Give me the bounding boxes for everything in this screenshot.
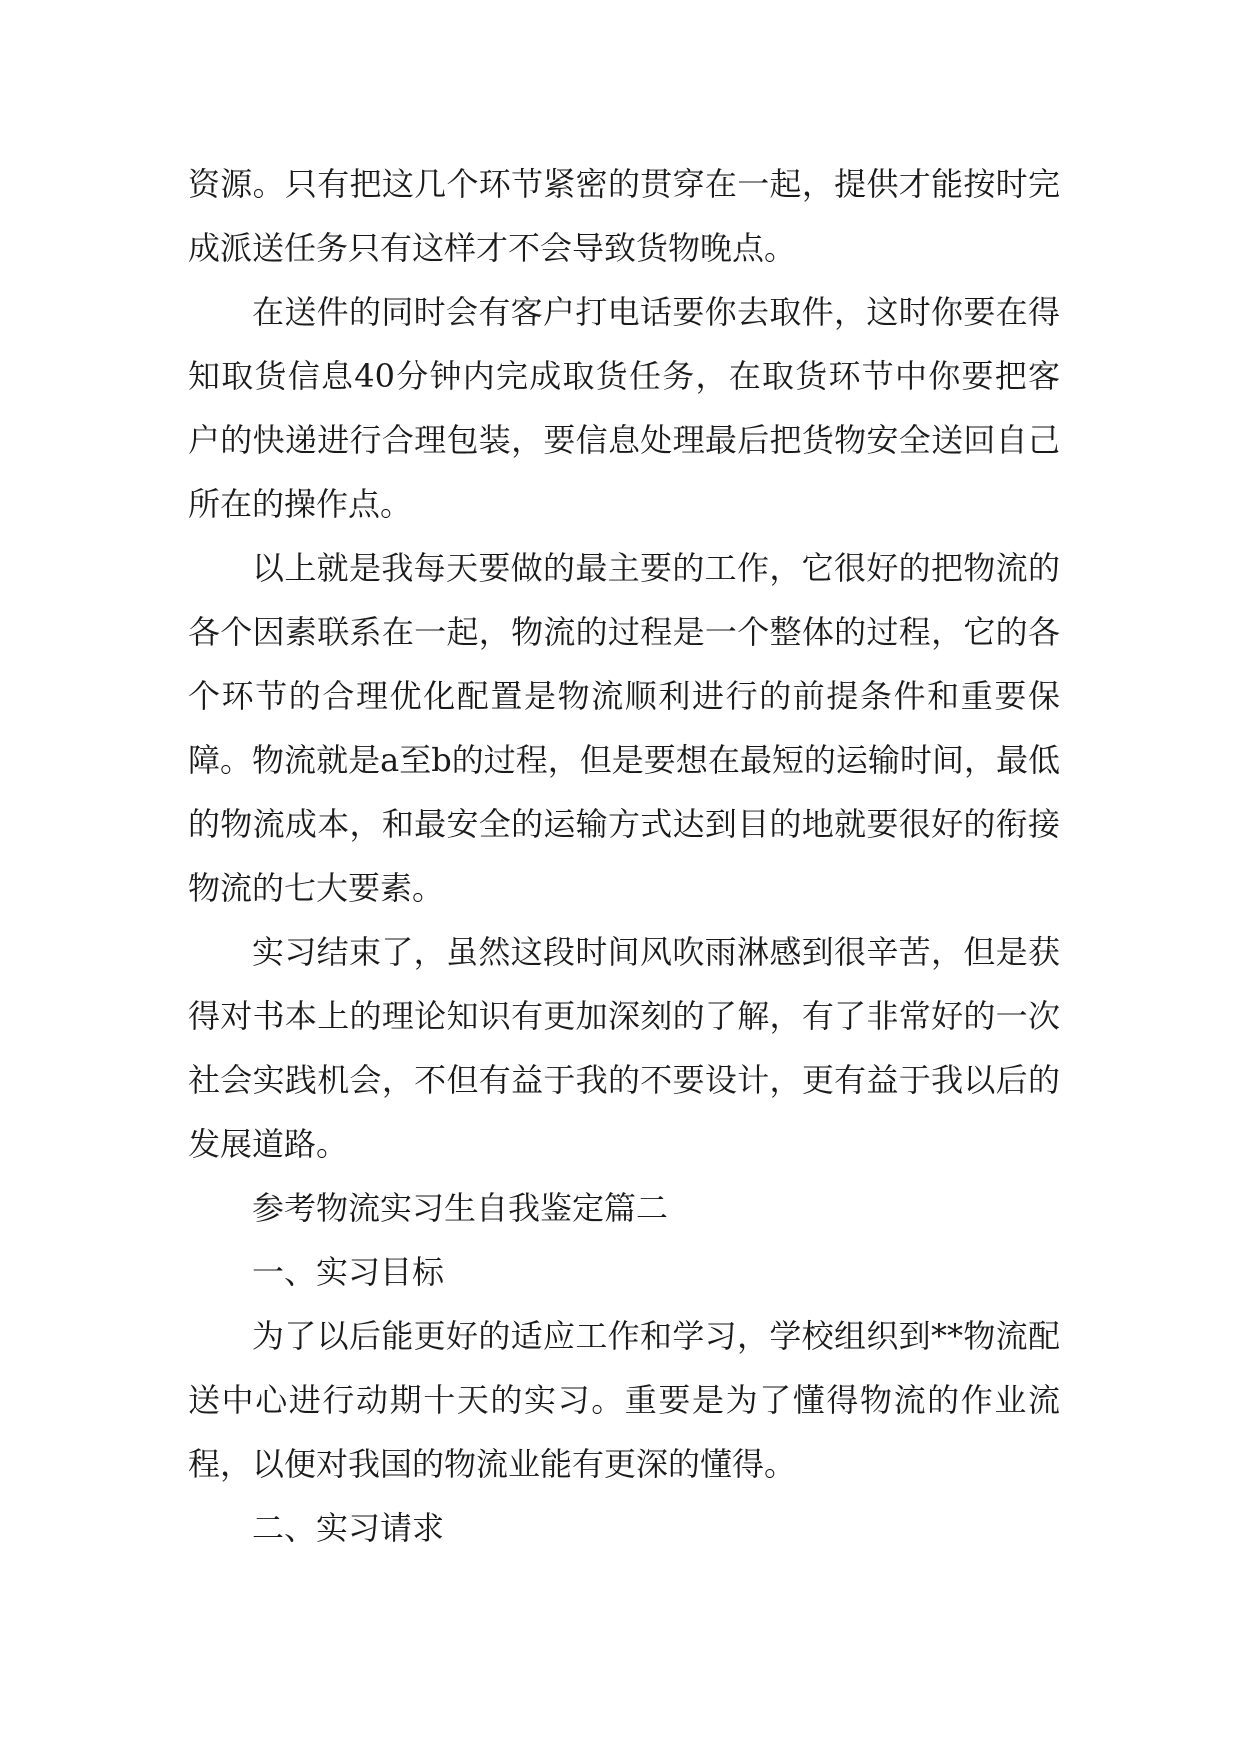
subheading-internship-goal: 一、实习目标 — [252, 1253, 445, 1291]
paragraph-internship-goal: 为了以后能更好的适应工作和学习，学校组织到**物流配送中心进行动期十天的实习。重要是为了懂得物流的作业流程，以便对我国的物流业能有更深的懂得。 — [188, 1317, 1060, 1483]
paragraph-pickup: 在送件的同时会有客户打电话要你去取件，这时你要在得知取货信息40分钟内完成取货任务，在取货环节中你要把客户的快递进行合理包装，要信息处理最后把货物安全送回自己所在的操作点。 — [188, 293, 1060, 523]
paragraph-conclusion: 实习结束了，虽然这段时间风吹雨淋感到很辛苦，但是获得对书本上的理论知识有更加深刻的了解，有了非常好的一次社会实践机会，不但有益于我的不要设计，更有益于我以后的发展道路。 — [188, 933, 1060, 1163]
subheading-internship-requirements: 二、实习请求 — [252, 1509, 445, 1547]
paragraph-continuation: 资源。只有把这几个环节紧密的贯穿在一起，提供才能按时完成派送任务只有这样才不会导致货物晚点。 — [188, 165, 1060, 267]
section-heading-part-two: 参考物流实习生自我鉴定篇二 — [252, 1189, 669, 1227]
paragraph-daily-work: 以上就是我每天要做的最主要的工作，它很好的把物流的各个因素联系在一起，物流的过程是一个整体的过程，它的各个环节的合理优化配置是物流顺利进行的前提条件和重要保障。物流就是a至b的过程，但是要想在最短的运输时间，最低的物流成本，和最安全的运输方式达到目的地就要很好的衔接物流的七大要素。 — [188, 549, 1060, 907]
document-body — [188, 152, 1060, 1560]
